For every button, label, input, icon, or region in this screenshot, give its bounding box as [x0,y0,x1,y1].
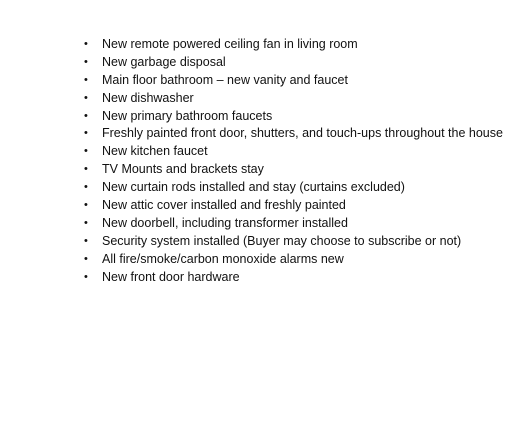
bullet-icon: • [84,55,88,68]
list-item-text: Freshly painted front door, shutters, and touch-ups throughout the house [102,126,503,141]
bullet-icon: • [84,73,88,86]
list-item-text: New curtain rods installed and stay (curtains excluded) [102,180,405,195]
list-item [84,72,520,90]
list-item-text: New garbage disposal [102,54,226,69]
bullet-icon: • [84,91,88,104]
list-item-text: Main floor bathroom – new vanity and faucet [102,72,348,87]
list-item [84,36,520,54]
list-item-text: All fire/smoke/carbon monoxide alarms new [102,251,344,266]
list-item-text: New kitchen faucet [102,144,208,159]
list-item [84,54,520,72]
list-item [84,269,520,287]
bullet-icon: • [84,109,88,122]
list-item [84,197,520,215]
list-item [84,90,520,108]
list-item-text: New primary bathroom faucets [102,108,273,123]
list-item-text: New front door hardware [102,269,240,284]
list-item [84,215,520,233]
list-item-text: New doorbell, including transformer installed [102,215,348,230]
list-item [84,251,520,269]
bullet-icon: • [84,270,88,283]
bullet-icon: • [84,38,88,50]
list-item [84,233,520,251]
list-item-text: TV Mounts and brackets stay [102,162,264,177]
bullet-icon: • [84,234,88,247]
list-item [84,108,520,126]
bullet-icon: • [84,252,88,265]
list-item-text: Security system installed (Buyer may choose to subscribe or not) [102,233,462,248]
list-item-text: New attic cover installed and freshly painted [102,198,346,213]
bullet-icon: • [84,199,88,212]
list-item-text: New remote powered ceiling fan in living room [102,37,358,51]
bullet-icon: • [84,163,88,176]
bullet-icon: • [84,216,88,229]
page-title-fragment [228,0,520,8]
list-item [84,143,520,161]
bullet-icon: • [84,127,88,140]
list-item [84,179,520,197]
list-item [84,161,520,179]
feature-list [84,36,520,286]
bullet-icon: • [84,181,88,194]
list-item [84,125,520,143]
list-item-text: New dishwasher [102,90,194,105]
bullet-icon: • [84,145,88,158]
